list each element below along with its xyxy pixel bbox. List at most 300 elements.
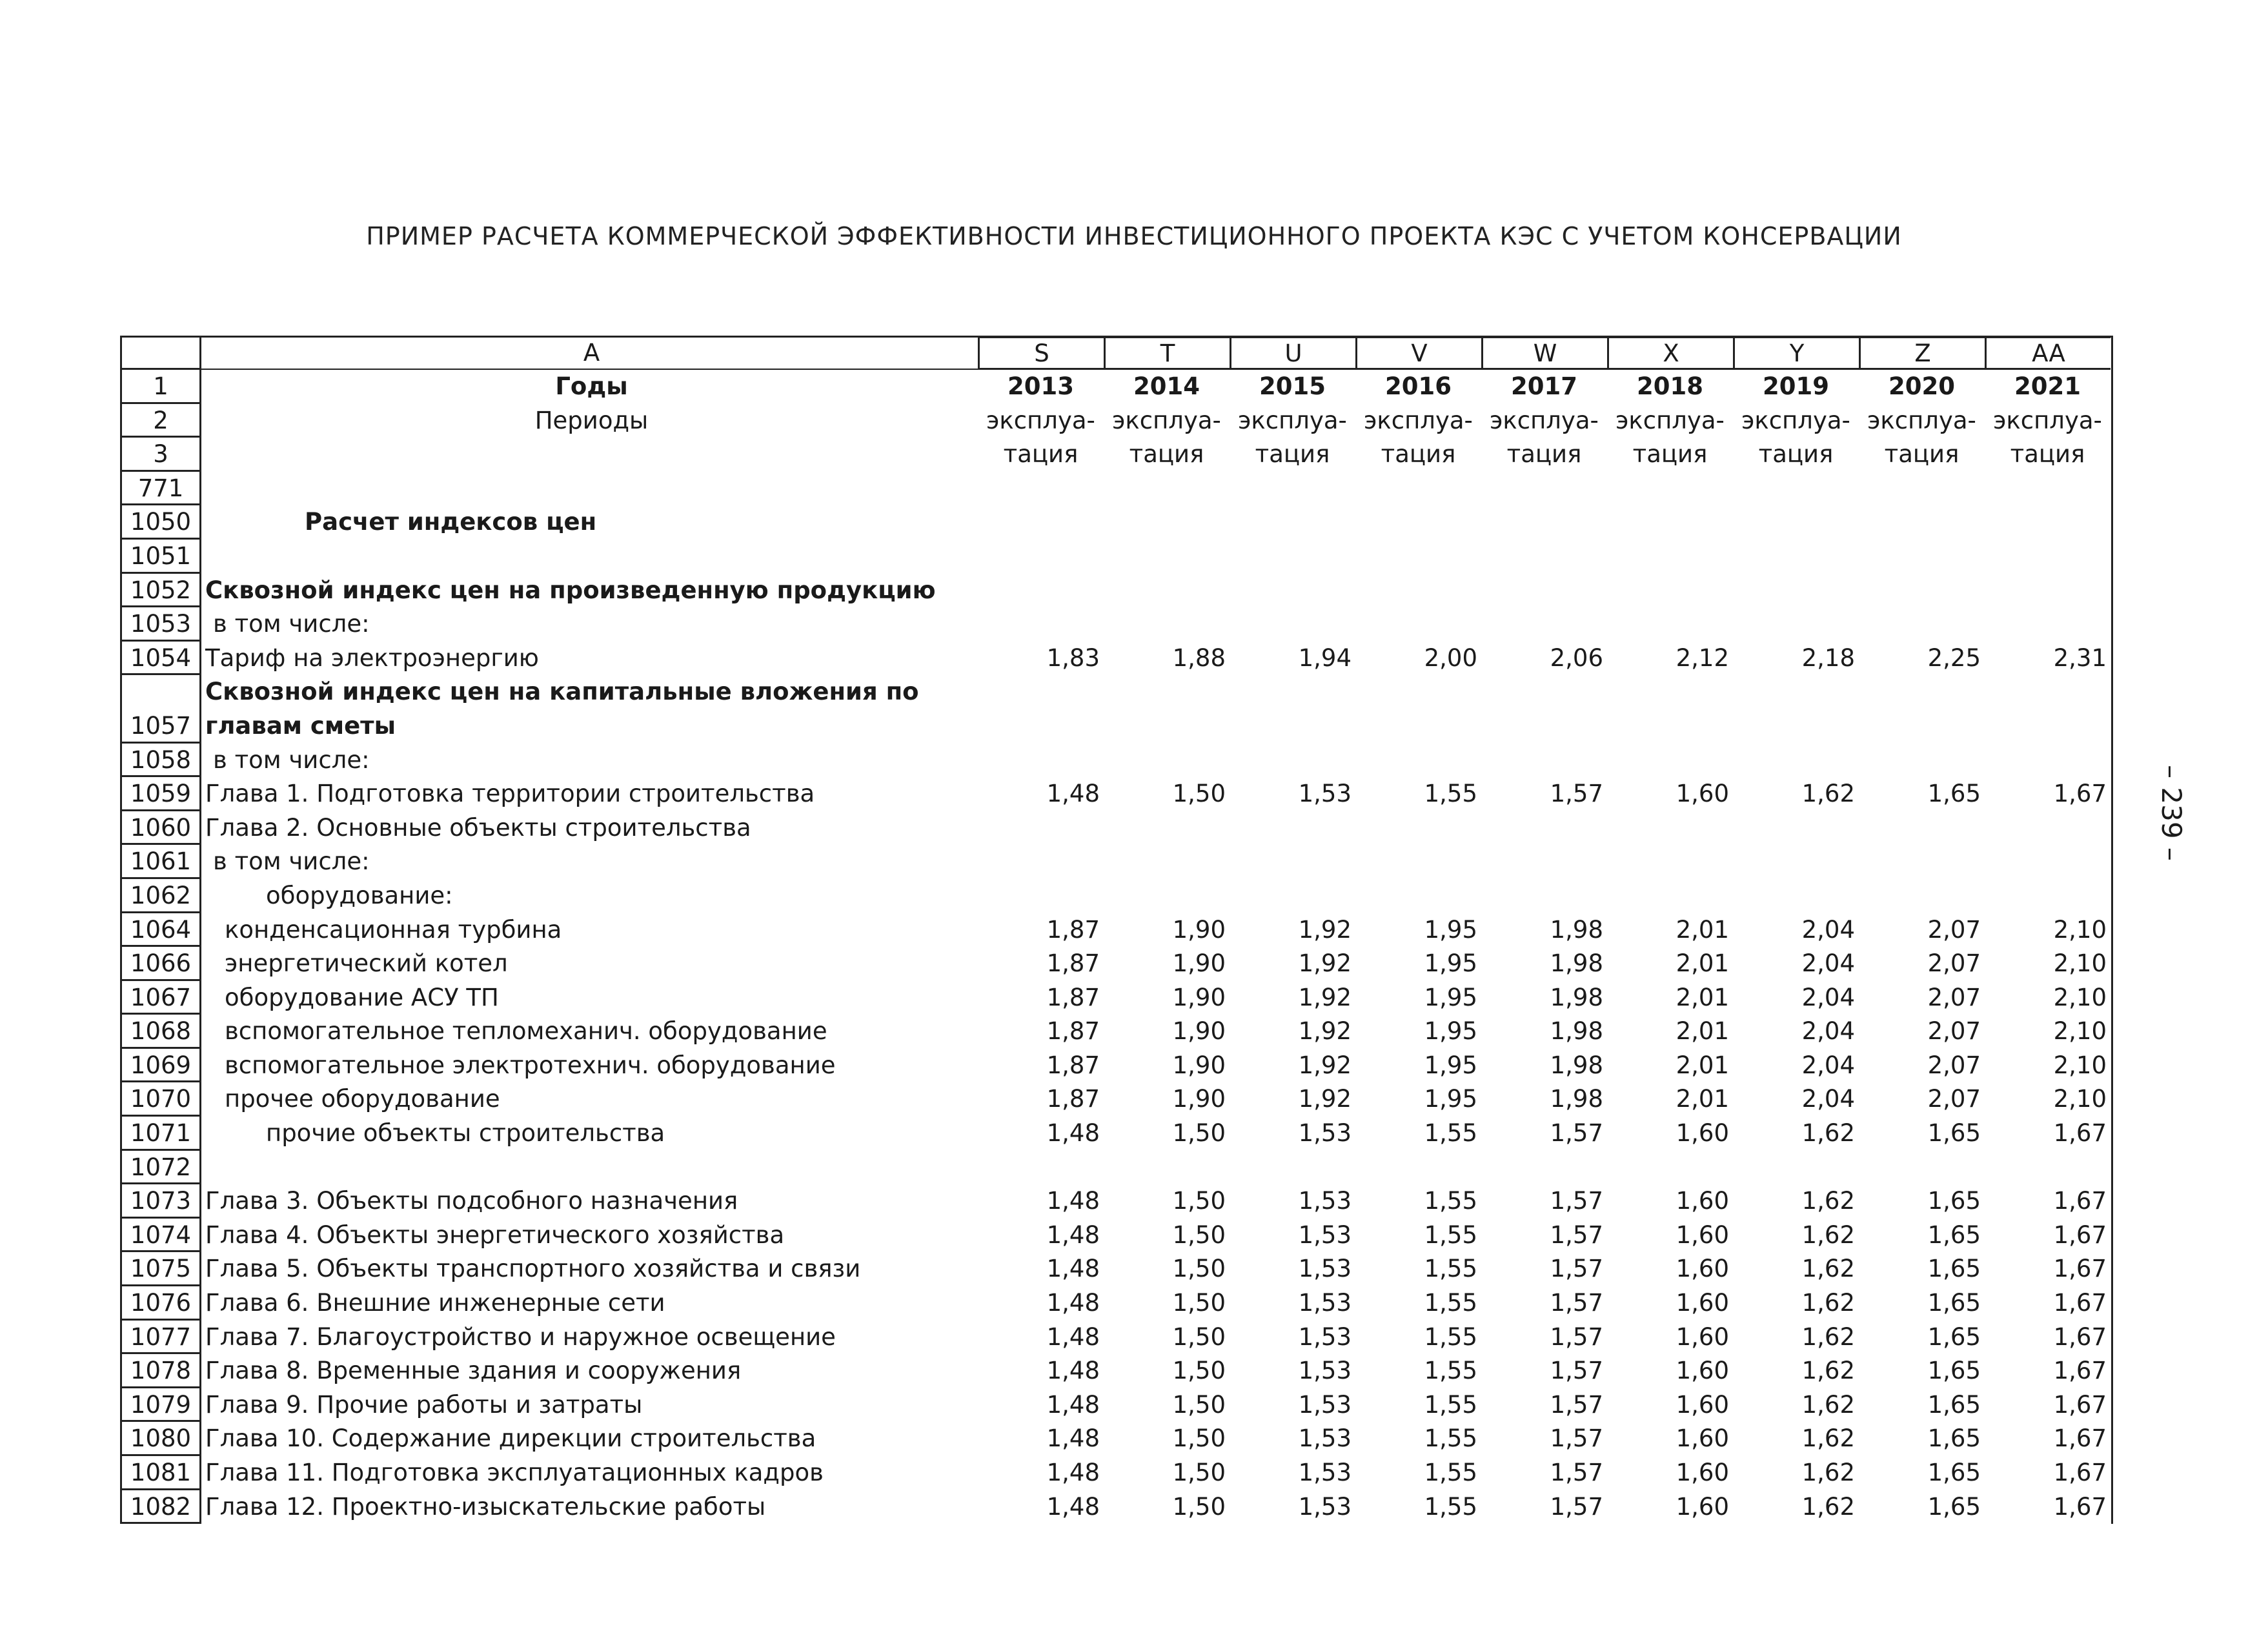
value-cell[interactable]: 2,01 [1676,1017,1729,1046]
value-cell[interactable]: 1,55 [1424,1187,1477,1215]
value-cell[interactable]: 1,60 [1676,780,1729,808]
value-cell[interactable]: 1,57 [1550,780,1603,808]
value-cell[interactable] [1859,1151,1985,1185]
value-cell[interactable]: 2,07 [1927,1017,1981,1046]
value-cell[interactable]: 1,60 [1676,1390,1729,1419]
value-cell[interactable] [1104,472,1230,506]
value-cell[interactable]: 1,90 [1172,983,1226,1011]
value-cell[interactable]: 1,98 [1550,915,1603,944]
value-cell[interactable]: 1,55 [1424,1322,1477,1351]
value-cell[interactable]: 2,18 [1801,643,1855,672]
value-cell[interactable] [978,811,1104,846]
value-cell[interactable]: 1,57 [1550,1289,1603,1317]
value-cell[interactable] [1607,879,1733,913]
row-number-cell[interactable]: 1078 [122,1354,201,1388]
value-cell[interactable]: 2020 [1888,372,1955,400]
value-cell[interactable]: 1,57 [1550,1492,1603,1521]
row-label-cell[interactable]: Периоды [534,406,649,434]
row-label-cell[interactable] [201,675,978,743]
row-number-cell[interactable]: 1061 [122,845,201,879]
value-cell[interactable] [1355,845,1481,879]
value-cell[interactable] [1733,574,1859,608]
value-cell[interactable]: эксплуа- [1364,406,1473,434]
column-letter[interactable]: V [1355,338,1481,370]
row-number-cell[interactable]: 1051 [122,540,201,574]
row-label-cell[interactable]: Тариф на электроэнергию [205,643,539,672]
value-cell[interactable] [1355,811,1481,846]
value-cell[interactable]: 2,04 [1801,983,1855,1011]
value-cell[interactable]: 1,48 [1046,1119,1100,1148]
value-cell[interactable] [1230,675,1355,743]
value-cell[interactable]: 1,53 [1298,1255,1352,1283]
value-cell[interactable] [1607,845,1733,879]
value-cell[interactable] [1859,505,1985,540]
value-cell[interactable] [1985,811,2111,846]
value-cell[interactable]: 1,65 [1927,1492,1981,1521]
row-number-cell[interactable]: 1052 [122,574,201,608]
value-cell[interactable] [1104,574,1230,608]
value-cell[interactable] [978,845,1104,879]
value-cell[interactable] [1104,675,1230,743]
value-cell[interactable]: 1,50 [1172,1459,1226,1486]
value-cell[interactable]: 1,90 [1172,1017,1226,1046]
value-cell[interactable]: 1,53 [1298,1187,1352,1215]
row-number-cell[interactable]: 1074 [122,1219,201,1253]
value-cell[interactable]: 1,50 [1172,1221,1226,1249]
value-cell[interactable]: 1,48 [1046,1424,1100,1453]
value-cell[interactable] [1607,811,1733,846]
value-cell[interactable]: 1,60 [1676,1289,1729,1317]
value-cell[interactable] [1481,505,1607,540]
value-cell[interactable] [1481,1151,1607,1185]
value-cell[interactable]: 2,10 [2053,1017,2107,1046]
value-cell[interactable]: 1,55 [1424,1424,1477,1453]
value-cell[interactable]: 1,57 [1550,1322,1603,1351]
value-cell[interactable] [1607,505,1733,540]
value-cell[interactable]: эксплуа- [1490,406,1599,434]
value-cell[interactable] [1104,505,1230,540]
value-cell[interactable]: 2,10 [2053,949,2107,978]
value-cell[interactable]: 1,55 [1424,1289,1477,1317]
value-cell[interactable]: 1,67 [2053,1187,2107,1215]
value-cell[interactable]: 1,92 [1298,1051,1352,1079]
value-cell[interactable]: 1,57 [1550,1221,1603,1249]
value-cell[interactable]: 1,65 [1927,1119,1981,1148]
row-number-cell[interactable]: 1082 [122,1490,201,1524]
value-cell[interactable]: 1,50 [1172,1289,1226,1317]
value-cell[interactable]: 1,48 [1046,1289,1100,1317]
value-cell[interactable]: 1,65 [1927,1289,1981,1317]
value-cell[interactable]: эксплуа- [1741,406,1850,434]
value-cell[interactable]: 1,65 [1927,1459,1981,1486]
value-cell[interactable]: 1,60 [1676,1322,1729,1351]
value-cell[interactable] [1859,879,1985,913]
row-label-cell[interactable] [201,1151,978,1185]
value-cell[interactable]: 2017 [1511,372,1577,400]
row-number-cell[interactable]: 1067 [122,981,201,1015]
value-cell[interactable]: 1,65 [1927,780,1981,808]
value-cell[interactable]: 2,10 [2053,983,2107,1011]
value-cell[interactable] [1481,540,1607,574]
row-number-cell[interactable]: 1060 [122,811,201,846]
value-cell[interactable]: 1,94 [1298,643,1352,672]
value-cell[interactable]: 1,50 [1172,1119,1226,1148]
value-cell[interactable]: 1,53 [1298,1357,1352,1385]
value-cell[interactable]: 1,57 [1550,1390,1603,1419]
value-cell[interactable]: 1,62 [1801,1119,1855,1148]
row-number-cell[interactable]: 1077 [122,1321,201,1355]
value-cell[interactable]: тация [1758,440,1834,469]
value-cell[interactable]: 1,57 [1550,1357,1603,1385]
value-cell[interactable] [1985,744,2111,778]
row-label-cell[interactable] [201,472,978,506]
value-cell[interactable] [1985,540,2111,574]
value-cell[interactable]: 1,92 [1298,915,1352,944]
value-cell[interactable] [1481,607,1607,642]
value-cell[interactable]: 2,31 [2053,643,2107,672]
value-cell[interactable]: 1,67 [2053,780,2107,808]
value-cell[interactable] [1104,1151,1230,1185]
value-cell[interactable]: 1,57 [1550,1119,1603,1148]
row-label-cell[interactable]: Расчет индексов цен [305,508,597,536]
value-cell[interactable] [1607,1151,1733,1185]
value-cell[interactable]: 1,60 [1676,1424,1729,1453]
value-cell[interactable]: 1,98 [1550,1017,1603,1046]
value-cell[interactable]: 2,06 [1550,643,1603,672]
value-cell[interactable]: 1,60 [1676,1119,1729,1148]
value-cell[interactable]: 1,67 [2053,1459,2107,1486]
value-cell[interactable]: 1,53 [1298,1119,1352,1148]
value-cell[interactable]: 2,04 [1801,1051,1855,1079]
value-cell[interactable]: 1,55 [1424,1459,1477,1486]
value-cell[interactable] [1985,574,2111,608]
row-number-cell[interactable]: 1068 [122,1015,201,1049]
value-cell[interactable]: эксплуа- [986,406,1095,434]
value-cell[interactable]: 1,65 [1927,1390,1981,1419]
value-cell[interactable] [1733,1151,1859,1185]
value-cell[interactable]: 1,62 [1801,1492,1855,1521]
value-cell[interactable] [978,505,1104,540]
value-cell[interactable]: 1,92 [1298,1017,1352,1046]
value-cell[interactable] [1607,574,1733,608]
row-label-cell[interactable]: Глава 3. Объекты подсобного назначения [205,1187,738,1215]
value-cell[interactable]: 2013 [1007,372,1074,400]
value-cell[interactable]: 1,65 [1927,1221,1981,1249]
value-cell[interactable] [978,472,1104,506]
value-cell[interactable]: 1,65 [1927,1322,1981,1351]
value-cell[interactable]: 1,98 [1550,1085,1603,1113]
value-cell[interactable]: 1,53 [1298,780,1352,808]
value-cell[interactable] [1859,811,1985,846]
value-cell[interactable]: 1,90 [1172,915,1226,944]
value-cell[interactable] [978,540,1104,574]
value-cell[interactable]: 2,07 [1927,1051,1981,1079]
value-cell[interactable]: 2,07 [1927,915,1981,944]
row-number-cell[interactable]: 1079 [122,1388,201,1423]
value-cell[interactable]: тация [1884,440,1959,469]
value-cell[interactable]: 2,07 [1927,983,1981,1011]
row-label-cell[interactable]: Глава 9. Прочие работы и затраты [205,1390,643,1419]
row-number-cell[interactable]: 1076 [122,1286,201,1321]
row-number-cell[interactable]: 3 [122,438,201,472]
value-cell[interactable]: 1,60 [1676,1255,1729,1283]
value-cell[interactable]: 1,57 [1550,1187,1603,1215]
value-cell[interactable]: 2,01 [1676,983,1729,1011]
value-cell[interactable]: эксплуа- [1993,406,2102,434]
value-cell[interactable] [1481,472,1607,506]
value-cell[interactable]: 1,67 [2053,1390,2107,1419]
value-cell[interactable]: 2,12 [1676,643,1729,672]
value-cell[interactable]: 1,50 [1172,1357,1226,1385]
value-cell[interactable] [1355,1151,1481,1185]
column-letter[interactable]: T [1104,338,1230,370]
value-cell[interactable] [1733,607,1859,642]
value-cell[interactable] [1230,744,1355,778]
value-cell[interactable]: 1,48 [1046,1221,1100,1249]
row-label-cell[interactable]: Глава 10. Содержание дирекции строительства [205,1424,816,1453]
value-cell[interactable] [1355,574,1481,608]
value-cell[interactable] [1733,879,1859,913]
value-cell[interactable]: 1,55 [1424,1255,1477,1283]
value-cell[interactable] [1607,472,1733,506]
value-cell[interactable]: 2,07 [1927,1085,1981,1113]
value-cell[interactable] [1985,472,2111,506]
value-cell[interactable]: 1,92 [1298,949,1352,978]
value-cell[interactable]: 2,04 [1801,1085,1855,1113]
value-cell[interactable]: 1,53 [1298,1322,1352,1351]
value-cell[interactable] [1733,675,1859,743]
value-cell[interactable]: 1,67 [2053,1119,2107,1148]
row-number-cell[interactable]: 1057 [122,675,201,743]
row-label-cell[interactable]: в том числе: [213,745,370,774]
value-cell[interactable]: 1,95 [1424,915,1477,944]
value-cell[interactable]: 1,87 [1046,1051,1100,1079]
value-cell[interactable]: 1,55 [1424,1492,1477,1521]
value-cell[interactable]: 2,25 [1927,643,1981,672]
value-cell[interactable] [1104,811,1230,846]
value-cell[interactable]: 1,87 [1046,949,1100,978]
value-cell[interactable] [978,744,1104,778]
row-label-cell[interactable]: Глава 12. Проектно-изыскательские работы [205,1492,766,1521]
row-label-cell[interactable]: прочие объекты строительства [266,1119,665,1148]
value-cell[interactable]: 1,60 [1676,1221,1729,1249]
value-cell[interactable]: тация [1129,440,1204,469]
value-cell[interactable]: 1,48 [1046,1322,1100,1351]
row-number-cell[interactable]: 1064 [122,913,201,947]
row-number-cell[interactable]: 1072 [122,1151,201,1185]
value-cell[interactable]: 2,01 [1676,1051,1729,1079]
value-cell[interactable] [1859,607,1985,642]
column-letter[interactable]: Z [1859,338,1985,370]
value-cell[interactable]: 1,53 [1298,1424,1352,1453]
value-cell[interactable] [1230,879,1355,913]
value-cell[interactable]: 1,67 [2053,1357,2107,1385]
value-cell[interactable]: 1,53 [1298,1289,1352,1317]
value-cell[interactable]: 1,62 [1801,1289,1855,1317]
value-cell[interactable] [1355,744,1481,778]
value-cell[interactable] [1859,744,1985,778]
value-cell[interactable] [1230,1151,1355,1185]
row-label-cell[interactable]: вспомогательное тепломеханич. оборудование [225,1017,827,1046]
value-cell[interactable]: 1,67 [2053,1322,2107,1351]
row-label-cell[interactable]: оборудование: [266,881,453,909]
value-cell[interactable]: 1,53 [1298,1221,1352,1249]
value-cell[interactable]: 1,98 [1550,949,1603,978]
value-cell[interactable]: 2,01 [1676,915,1729,944]
row-number-cell[interactable]: 1053 [122,607,201,642]
value-cell[interactable]: 1,55 [1424,1357,1477,1385]
value-cell[interactable] [1481,574,1607,608]
row-label-cell[interactable]: в том числе: [213,847,370,876]
value-cell[interactable] [1481,845,1607,879]
value-cell[interactable]: 1,62 [1801,780,1855,808]
value-cell[interactable]: 2014 [1133,372,1200,400]
value-cell[interactable] [1985,505,2111,540]
value-cell[interactable] [1481,879,1607,913]
value-cell[interactable]: тация [1632,440,1708,469]
value-cell[interactable]: эксплуа- [1867,406,1976,434]
row-label-cell[interactable] [201,438,978,472]
value-cell[interactable]: 1,62 [1801,1424,1855,1453]
value-cell[interactable]: 1,65 [1927,1424,1981,1453]
value-cell[interactable]: 1,55 [1424,1221,1477,1249]
value-cell[interactable]: 1,90 [1172,1085,1226,1113]
value-cell[interactable]: 1,95 [1424,1051,1477,1079]
value-cell[interactable]: 1,65 [1927,1187,1981,1215]
value-cell[interactable]: тация [1506,440,1582,469]
row-label-cell[interactable]: Глава 11. Подготовка эксплуатационных кадров [205,1459,824,1486]
value-cell[interactable] [1355,879,1481,913]
column-letter-label[interactable]: A [201,338,978,370]
value-cell[interactable]: 1,57 [1550,1255,1603,1283]
value-cell[interactable]: 1,65 [1927,1255,1981,1283]
value-cell[interactable]: 1,62 [1801,1255,1855,1283]
value-cell[interactable] [1607,540,1733,574]
value-cell[interactable]: тация [1255,440,1330,469]
row-number-cell[interactable]: 1081 [122,1456,201,1490]
value-cell[interactable]: 2,04 [1801,1017,1855,1046]
value-cell[interactable]: 2,01 [1676,949,1729,978]
value-cell[interactable]: 1,60 [1676,1459,1729,1486]
value-cell[interactable]: 1,57 [1550,1424,1603,1453]
row-number-cell[interactable]: 2 [122,404,201,438]
value-cell[interactable] [1607,607,1733,642]
value-cell[interactable] [1104,879,1230,913]
value-cell[interactable] [1355,472,1481,506]
column-letter[interactable]: S [978,338,1104,370]
row-number-cell[interactable]: 1070 [122,1082,201,1117]
value-cell[interactable] [1733,744,1859,778]
value-cell[interactable]: 1,90 [1172,1051,1226,1079]
value-cell[interactable]: 1,48 [1046,1459,1100,1486]
value-cell[interactable]: 1,60 [1676,1492,1729,1521]
value-cell[interactable] [1104,607,1230,642]
value-cell[interactable] [1104,845,1230,879]
row-number-cell[interactable]: 1062 [122,879,201,913]
value-cell[interactable]: 1,48 [1046,1390,1100,1419]
value-cell[interactable]: 1,92 [1298,1085,1352,1113]
value-cell[interactable]: 1,87 [1046,1017,1100,1046]
row-label-cell[interactable]: энергетический котел [225,949,508,978]
value-cell[interactable]: 1,87 [1046,983,1100,1011]
value-cell[interactable]: 1,62 [1801,1221,1855,1249]
value-cell[interactable]: 2,01 [1676,1085,1729,1113]
column-letter[interactable]: AA [1985,338,2111,370]
value-cell[interactable]: 1,53 [1298,1390,1352,1419]
value-cell[interactable] [978,879,1104,913]
value-cell[interactable]: 1,62 [1801,1459,1855,1486]
row-number-cell[interactable]: 1066 [122,947,201,981]
value-cell[interactable] [1230,811,1355,846]
value-cell[interactable] [1733,472,1859,506]
column-letter[interactable]: U [1230,338,1355,370]
value-cell[interactable]: 1,95 [1424,949,1477,978]
value-cell[interactable] [1355,505,1481,540]
value-cell[interactable] [1481,811,1607,846]
value-cell[interactable]: 2,00 [1424,643,1477,672]
value-cell[interactable]: 1,95 [1424,1017,1477,1046]
row-number-cell[interactable]: 1 [122,370,201,404]
value-cell[interactable]: 2,04 [1801,915,1855,944]
value-cell[interactable] [1859,472,1985,506]
value-cell[interactable] [1230,505,1355,540]
value-cell[interactable]: 1,95 [1424,1085,1477,1113]
value-cell[interactable]: 1,60 [1676,1357,1729,1385]
value-cell[interactable] [1230,845,1355,879]
value-cell[interactable] [1985,879,2111,913]
value-cell[interactable] [1607,675,1733,743]
value-cell[interactable] [978,1151,1104,1185]
value-cell[interactable]: 1,67 [2053,1492,2107,1521]
value-cell[interactable]: 1,50 [1172,1390,1226,1419]
value-cell[interactable]: 2,10 [2053,1085,2107,1113]
value-cell[interactable]: 1,50 [1172,1255,1226,1283]
value-cell[interactable]: 1,50 [1172,1492,1226,1521]
value-cell[interactable]: 2018 [1637,372,1703,400]
row-label-cell[interactable]: прочее оборудование [225,1085,500,1113]
value-cell[interactable] [1230,540,1355,574]
row-number-cell[interactable]: 1073 [122,1184,201,1219]
row-label-cell[interactable]: Годы [555,372,628,400]
value-cell[interactable]: 1,83 [1046,643,1100,672]
value-cell[interactable]: 1,95 [1424,983,1477,1011]
value-cell[interactable]: 1,62 [1801,1390,1855,1419]
value-cell[interactable] [1859,574,1985,608]
value-cell[interactable]: 2015 [1259,372,1326,400]
value-cell[interactable]: 1,48 [1046,1357,1100,1385]
value-cell[interactable] [978,574,1104,608]
value-cell[interactable] [1859,540,1985,574]
value-cell[interactable]: 1,50 [1172,1187,1226,1215]
value-cell[interactable] [1104,744,1230,778]
row-label-cell[interactable]: Глава 4. Объекты энергетического хозяйства [205,1221,785,1249]
column-letter[interactable]: Y [1733,338,1859,370]
value-cell[interactable]: 1,87 [1046,915,1100,944]
row-label-cell[interactable]: Глава 7. Благоустройство и наружное освещение [205,1322,836,1351]
value-cell[interactable]: 1,87 [1046,1085,1100,1113]
value-cell[interactable]: 1,90 [1172,949,1226,978]
value-cell[interactable] [1859,845,1985,879]
row-number-cell[interactable]: 1058 [122,744,201,778]
value-cell[interactable]: 1,48 [1046,1255,1100,1283]
value-cell[interactable]: 1,62 [1801,1187,1855,1215]
value-cell[interactable] [978,675,1104,743]
row-number-cell[interactable]: 1071 [122,1117,201,1151]
row-label-cell[interactable]: вспомогательное электротехнич. оборудование [225,1051,836,1079]
row-number-cell[interactable]: 771 [122,472,201,506]
row-label-cell[interactable]: Глава 2. Основные объекты строительства [205,813,751,842]
row-label-cell[interactable]: Сквозной индекс цен на произведенную продукцию [205,576,936,604]
